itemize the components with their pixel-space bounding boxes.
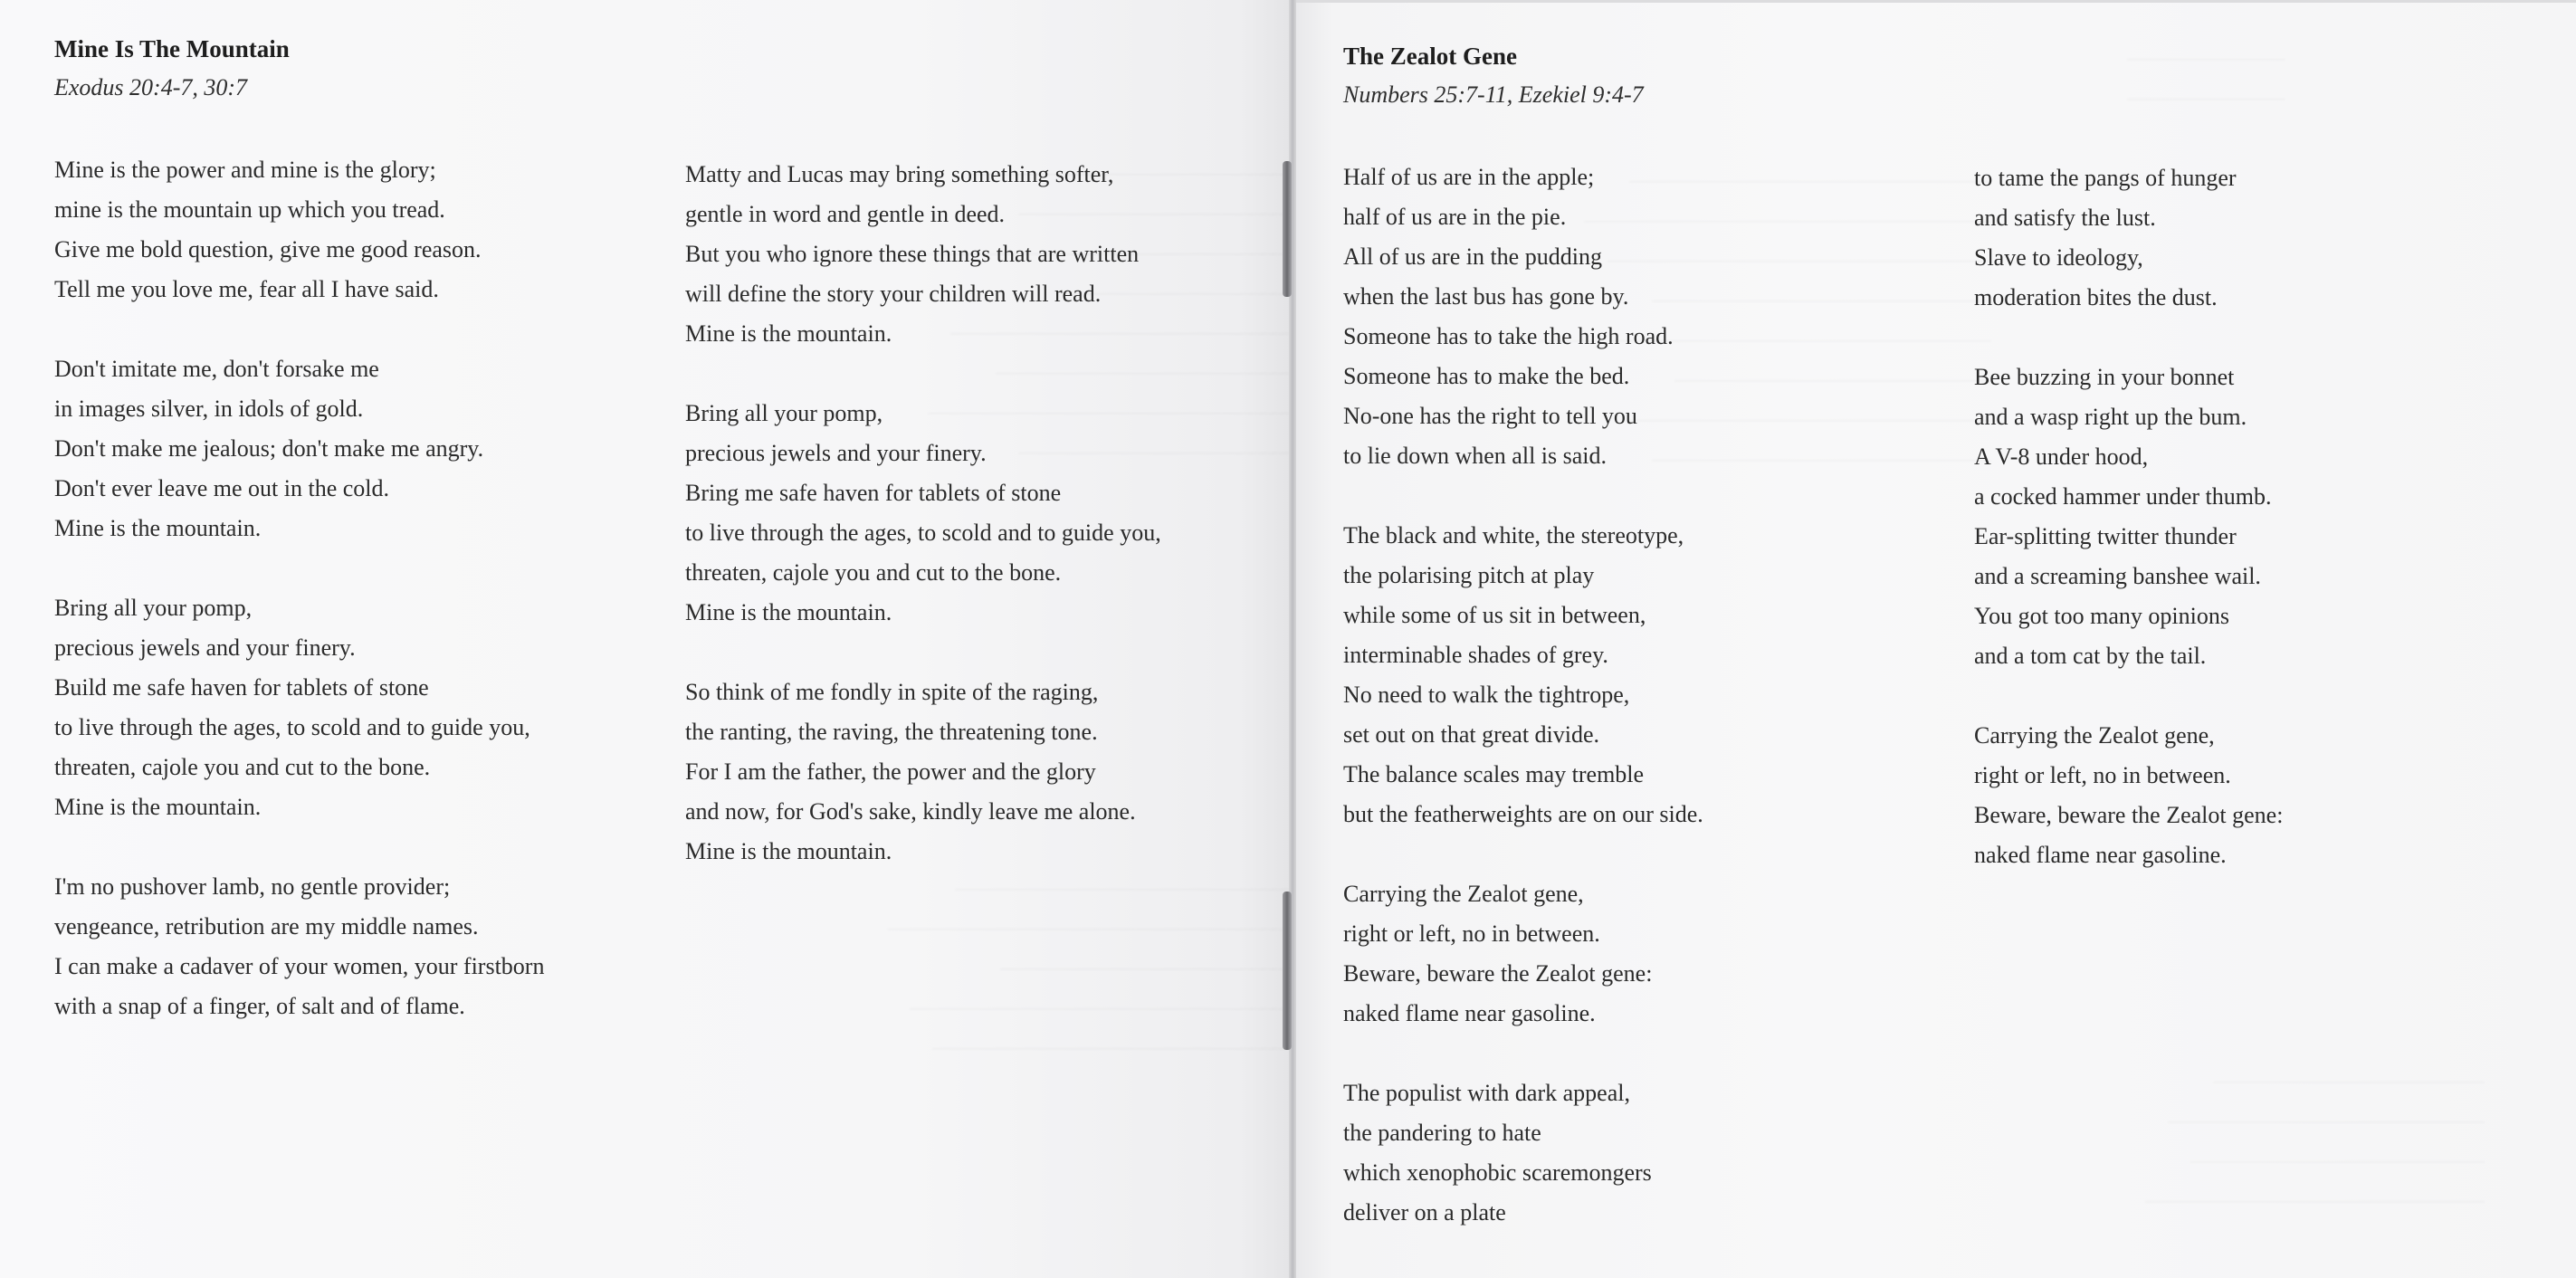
poem-line: gentle in word and gentle in deed. bbox=[685, 201, 1006, 227]
scripture-reference: Numbers 25:7-11, Ezekiel 9:4-7 bbox=[1343, 81, 1644, 108]
stanza-gap bbox=[54, 310, 544, 349]
poem-line: Someone has to take the high road. bbox=[1343, 323, 1674, 349]
poem-line: Bring all your pomp, bbox=[685, 400, 883, 426]
stanza bbox=[685, 394, 1161, 633]
poem-line: Carrying the Zealot gene, bbox=[1974, 722, 2215, 749]
stanza bbox=[685, 672, 1161, 872]
staple bbox=[1283, 161, 1292, 297]
poem-line: to live through the ages, to scold and to guide you, bbox=[54, 714, 530, 740]
poem-line: Mine is the mountain. bbox=[685, 320, 892, 347]
poem-line: while some of us sit in between, bbox=[1343, 602, 1646, 628]
poem-line: half of us are in the pie. bbox=[1343, 204, 1567, 230]
stanza bbox=[1343, 874, 1703, 1034]
stanza-gap bbox=[1343, 835, 1703, 874]
poem-line: Mine is the mountain. bbox=[54, 515, 262, 541]
poem-line: All of us are in the pudding bbox=[1343, 243, 1602, 270]
poem-line: set out on that great divide. bbox=[1343, 721, 1600, 748]
poem-line: Mine is the power and mine is the glory; bbox=[54, 157, 436, 183]
poem-line: No-one has the right to tell you bbox=[1343, 403, 1637, 429]
poem-line: to live through the ages, to scold and to guide you, bbox=[685, 520, 1161, 546]
staple bbox=[1283, 892, 1292, 1050]
poem-line: deliver on a plate bbox=[1343, 1199, 1506, 1226]
poem-line: Give me bold question, give me good reason. bbox=[54, 236, 482, 262]
stanza bbox=[1343, 516, 1703, 835]
poem-line: I can make a cadaver of your women, your firstborn bbox=[54, 953, 545, 979]
stanza bbox=[1974, 358, 2283, 676]
poem-line: to tame the pangs of hunger bbox=[1974, 165, 2237, 191]
poem-line: the ranting, the raving, the threatening tone. bbox=[685, 719, 1098, 745]
poem-line: but the featherweights are on our side. bbox=[1343, 801, 1703, 827]
stanza bbox=[54, 867, 544, 1026]
poem-column-2 bbox=[1974, 158, 2283, 875]
poem-line: Mine is the mountain. bbox=[685, 838, 892, 864]
poem-line: precious jewels and your finery. bbox=[685, 440, 987, 466]
poem-column-2 bbox=[685, 155, 1161, 872]
poem-line: I'm no pushover lamb, no gentle provider; bbox=[54, 873, 451, 900]
show-through-text bbox=[2127, 39, 2285, 119]
stanza bbox=[1343, 157, 1703, 476]
poem-heading bbox=[54, 30, 290, 108]
stanza bbox=[54, 588, 544, 827]
poem-line: Beware, beware the Zealot gene: bbox=[1343, 960, 1653, 987]
poem-line: interminable shades of grey. bbox=[1343, 642, 1608, 668]
poem-line: Tell me you love me, fear all I have said. bbox=[54, 276, 439, 302]
poem-line: Bring all your pomp, bbox=[54, 595, 253, 621]
poem-line: Mine is the mountain. bbox=[685, 599, 892, 625]
stanza-gap bbox=[685, 354, 1161, 394]
stanza-gap bbox=[1974, 318, 2283, 358]
poem-line: when the last bus has gone by. bbox=[1343, 283, 1629, 310]
stanza bbox=[54, 349, 544, 548]
poem-line: The balance scales may tremble bbox=[1343, 761, 1645, 787]
poem-line: Half of us are in the apple; bbox=[1343, 164, 1595, 190]
poem-heading bbox=[1343, 37, 1644, 115]
poem-line: right or left, no in between. bbox=[1343, 920, 1600, 947]
poem-line: will define the story your children will read. bbox=[685, 281, 1102, 307]
stanza-gap bbox=[1974, 676, 2283, 716]
stanza-gap bbox=[54, 548, 544, 588]
poem-line: Mine is the mountain. bbox=[54, 794, 262, 820]
poem-title: The Zealot Gene bbox=[1343, 43, 1517, 70]
poem-line: Don't imitate me, don't forsake me bbox=[54, 356, 379, 382]
poem-line: Ear-splitting twitter thunder bbox=[1974, 523, 2237, 549]
poem-line: No need to walk the tightrope, bbox=[1343, 682, 1630, 708]
poem-line: A V-8 under hood, bbox=[1974, 443, 2149, 470]
poem-line: threaten, cajole you and cut to the bone. bbox=[54, 754, 431, 780]
poem-line: and a tom cat by the tail. bbox=[1974, 643, 2207, 669]
poem-line: vengeance, retribution are my middle names. bbox=[54, 913, 479, 939]
poem-line: with a snap of a finger, of salt and of flame. bbox=[54, 993, 465, 1019]
poem-line: The populist with dark appeal, bbox=[1343, 1080, 1630, 1106]
poem-line: which xenophobic scaremongers bbox=[1343, 1159, 1652, 1186]
poem-line: the pandering to hate bbox=[1343, 1120, 1541, 1146]
scripture-reference: Exodus 20:4-7, 30:7 bbox=[54, 74, 248, 100]
stanza-gap bbox=[685, 633, 1161, 672]
show-through-text bbox=[2145, 1062, 2485, 1221]
poem-line: Don't ever leave me out in the cold. bbox=[54, 475, 390, 501]
poem-line: But you who ignore these things that are written bbox=[685, 241, 1140, 267]
poem-line: Carrying the Zealot gene, bbox=[1343, 881, 1584, 907]
poem-line: the polarising pitch at play bbox=[1343, 562, 1595, 588]
poem-line: Slave to ideology, bbox=[1974, 244, 2143, 271]
poem-line: right or left, no in between. bbox=[1974, 762, 2231, 788]
poem-line: naked flame near gasoline. bbox=[1974, 842, 2227, 868]
poem-line: and now, for God's sake, kindly leave me alone. bbox=[685, 798, 1136, 825]
stanza bbox=[1974, 716, 2283, 875]
show-through-text bbox=[887, 869, 1291, 1068]
poem-title: Mine Is The Mountain bbox=[54, 35, 290, 62]
poem-line: a cocked hammer under thumb. bbox=[1974, 483, 2272, 510]
poem-column-1 bbox=[1343, 157, 1703, 1233]
poem-line: precious jewels and your finery. bbox=[54, 634, 356, 661]
poem-line: in images silver, in idols of gold. bbox=[54, 396, 364, 422]
poem-line: mine is the mountain up which you tread. bbox=[54, 196, 445, 223]
poem-line: Don't make me jealous; don't make me angry. bbox=[54, 435, 484, 462]
poem-line: You got too many opinions bbox=[1974, 603, 2229, 629]
stanza bbox=[54, 150, 544, 310]
stanza-gap bbox=[1343, 476, 1703, 516]
stanza-gap bbox=[1343, 1034, 1703, 1073]
poem-line: and a wasp right up the bum. bbox=[1974, 404, 2247, 430]
poem-line: Beware, beware the Zealot gene: bbox=[1974, 802, 2284, 828]
poem-line: and satisfy the lust. bbox=[1974, 205, 2156, 231]
poem-line: For I am the father, the power and the glory bbox=[685, 758, 1096, 785]
stanza bbox=[1343, 1073, 1703, 1233]
poem-line: Matty and Lucas may bring something softer, bbox=[685, 161, 1114, 187]
poem-line: to lie down when all is said. bbox=[1343, 443, 1608, 469]
stanza-gap bbox=[54, 827, 544, 867]
poem-line: and a screaming banshee wail. bbox=[1974, 563, 2261, 589]
stanza bbox=[1974, 158, 2283, 318]
poem-line: Bee buzzing in your bonnet bbox=[1974, 364, 2235, 390]
poem-line: Bring me safe haven for tablets of stone bbox=[685, 480, 1062, 506]
poem-line: Someone has to make the bed. bbox=[1343, 363, 1630, 389]
poem-line: naked flame near gasoline. bbox=[1343, 1000, 1596, 1026]
poem-line: So think of me fondly in spite of the raging, bbox=[685, 679, 1099, 705]
poem-line: Build me safe haven for tablets of stone bbox=[54, 674, 429, 701]
right-page bbox=[1294, 0, 2576, 1278]
stanza bbox=[685, 155, 1161, 354]
poem-line: The black and white, the stereotype, bbox=[1343, 522, 1684, 548]
poem-line: moderation bites the dust. bbox=[1974, 284, 2218, 310]
poem-line: threaten, cajole you and cut to the bone. bbox=[685, 559, 1062, 586]
poem-column-1 bbox=[54, 150, 544, 1026]
